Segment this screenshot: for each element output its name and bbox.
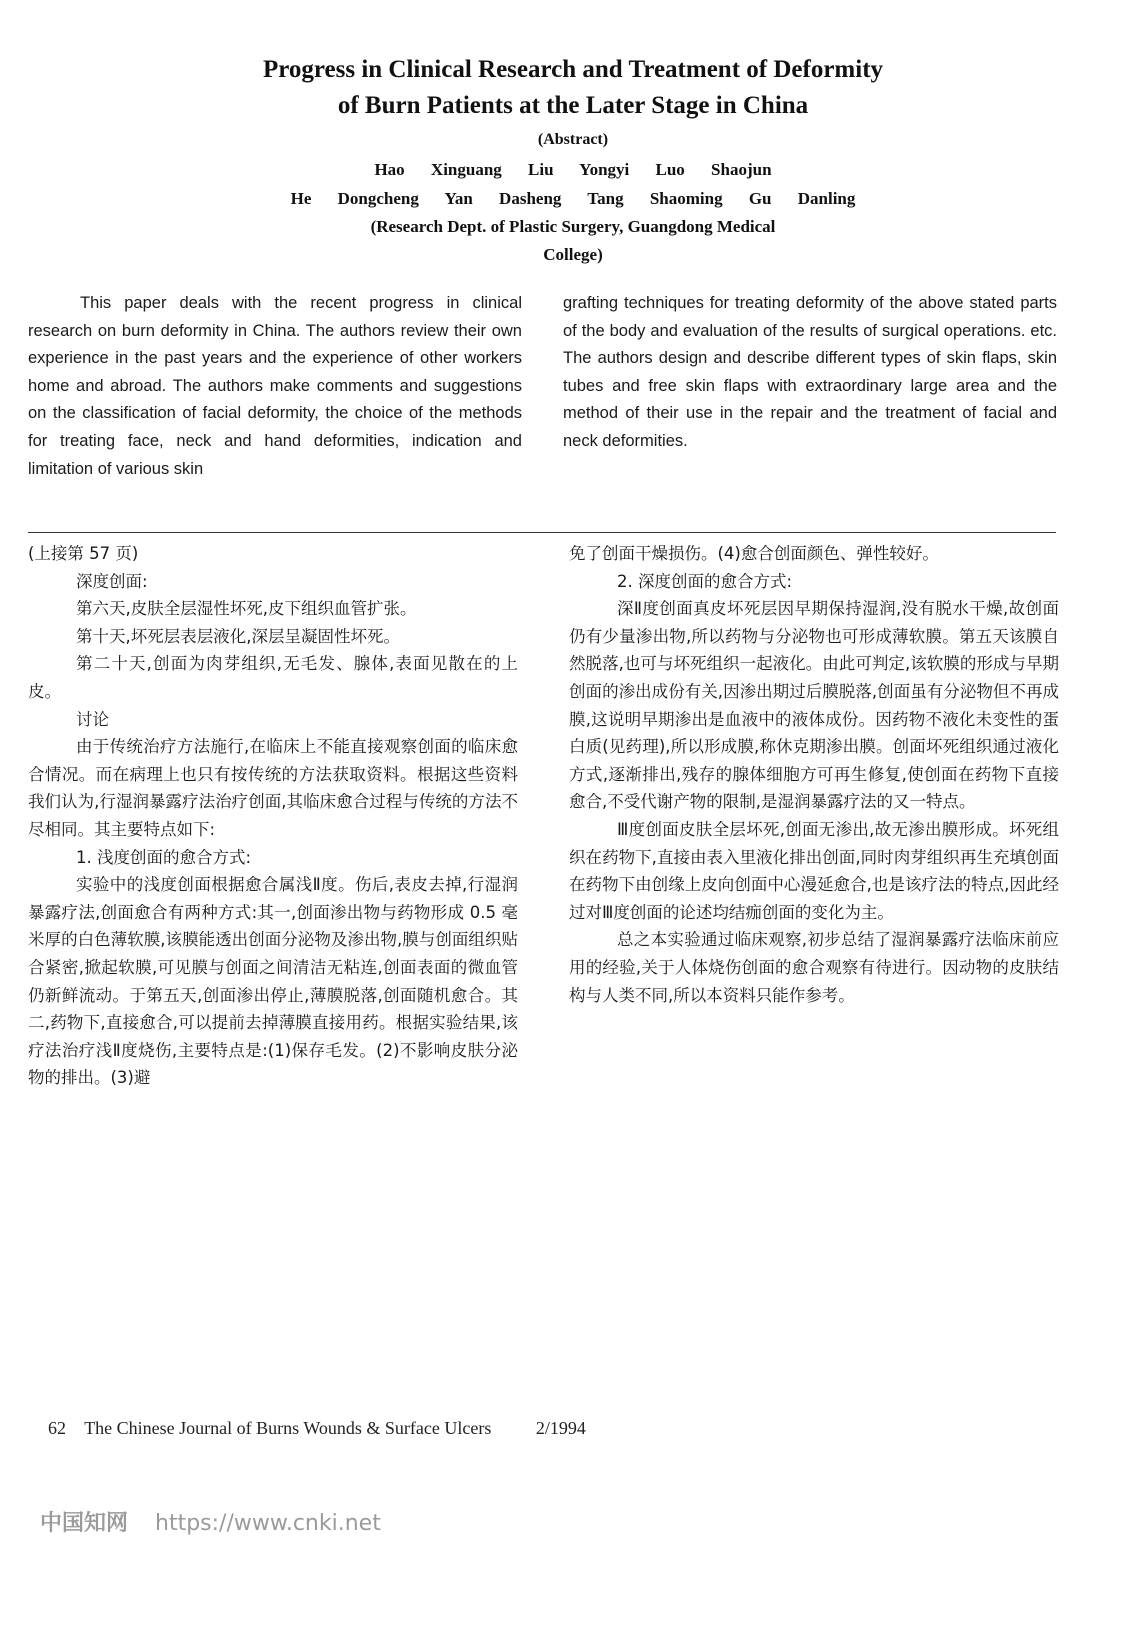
abstract-label: (Abstract) <box>537 131 609 148</box>
section-divider <box>28 532 1056 533</box>
journal-name: The Chinese Journal of Burns Wounds & Surface Ulcers <box>84 1418 492 1438</box>
abstract-column-right: grafting techniques for treating deformity of the above stated parts of the body and evaluation of the results of surgical operations. etc. The authors design and describe different types of skin flaps, skin tubes and free skin flaps with extraordinary large area and the method of their use in the repair and the treatment of facial and neck deformities. <box>563 294 1057 450</box>
paragraph: 第二十天,创面为肉芽组织,无毛发、腺体,表面见散在的上皮。 <box>28 654 518 701</box>
paragraph: 深Ⅱ度创面真皮坏死层因早期保持湿润,没有脱水干燥,故创面仍有少量渗出物,所以药物与分泌物也可形成薄软膜。第五天该膜自然脱落,也可与坏死组织一起液化。由此可判定,该软膜的形成与早期创面的渗出成份有关,因渗出期过后膜脱落,创面虽有分泌物但不再成膜,这说明早期渗出是血液中的液体成份。因药物不液化未变性的蛋白质(见药理),所以形成膜,称休克期渗出膜。创面坏死组织通过液化方式,逐渐排出,残存的腺体细胞方可再生修复,使创面在药物下直接愈合,不受代谢产物的限制,是湿润暴露疗法的又一特点。 <box>569 599 1059 812</box>
section-heading-discussion: 讨论 <box>76 709 109 729</box>
paragraph: 第六天,皮肤全层湿性坏死,皮下组织血管扩张。 <box>76 599 417 619</box>
issue-number: 2/1994 <box>535 1418 586 1438</box>
page-number: 62 <box>48 1418 66 1438</box>
paragraph: 深度创面: <box>76 571 148 591</box>
subheading: 1. 浅度创面的愈合方式: <box>76 847 252 867</box>
article-title-line-1: Progress in Clinical Research and Treatment of Deformity <box>262 56 884 83</box>
paragraph: 实验中的浅度创面根据愈合属浅Ⅱ度。伤后,表皮去掉,行湿润暴露疗法,创面愈合有两种方式:其一,创面渗出物与药物形成 0.5 毫米厚的白色薄软膜,该膜能透出创面分泌物及渗出物,膜与创面组织贴合紧密,掀起软膜,可见膜与创面之间清洁无粘连,创面表面的微血管仍新鲜流动。于第五天,创面渗出停止,薄膜脱落,创面随机愈合。其二,药物下,直接愈合,可以提前去掉薄膜直接用药。根据实验结果,该疗法治疗浅Ⅱ度烧伤,主要特点是:(1)保存毛发。(2)不影响皮肤分泌物的排出。(3)避 <box>28 875 518 1088</box>
abstract-column-left: This paper deals with the recent progress in clinical research on burn deformity in China. The authors review their own experience in the past years and the experience of other workers home and abroad. The authors make comments and suggestions on the classification of facial deformity, the choice of the methods for treating face, neck and hand deformities, indication and limitation of various skin <box>28 294 522 478</box>
subheading: 2. 深度创面的愈合方式: <box>617 571 793 591</box>
page-footer <box>48 1418 586 1439</box>
affiliation-line-2: College) <box>543 245 603 264</box>
paragraph: 免了创面干燥损伤。(4)愈合创面颜色、弹性较好。 <box>569 544 939 563</box>
continued-from-note: (上接第 57 页) <box>28 544 139 563</box>
paragraph: Ⅲ度创面皮肤全层坏死,创面无渗出,故无渗出膜形成。坏死组织在药物下,直接由表入里液化排出创面,同时肉芽组织再生充填创面在药物下由创缘上皮向创面中心漫延愈合,也是该疗法的特点,因此经过对Ⅲ度创面的论述均结痂创面的变化为主。 <box>569 819 1059 922</box>
paragraph: 由于传统治疗方法施行,在临床上不能直接观察创面的临床愈合情况。而在病理上也只有按传统的方法获取资料。根据这些资料我们认为,行湿润暴露疗法治疗创面,其临床愈合过程与传统的方法不尽相同。其主要特点如下: <box>28 737 518 839</box>
paragraph: 总之本实验通过临床观察,初步总结了湿润暴露疗法临床前应用的经验,关于人体烧伤创面的愈合观察有待进行。因动物的皮肤结构与人类不同,所以本资料只能作参考。 <box>569 930 1059 1005</box>
watermark-url[interactable]: https://www.cnki.net <box>155 1511 381 1536</box>
authors-line-2: He Dongcheng Yan Dasheng Tang Shaoming Gu Danling <box>290 189 856 208</box>
authors-line-1: Hao Xinguang Liu Yongyi Luo Shaojun <box>374 160 772 179</box>
article-title-line-2: of Burn Patients at the Later Stage in China <box>337 92 809 119</box>
continued-text-column-left <box>28 540 518 1092</box>
cnki-watermark <box>40 1506 381 1537</box>
continued-text-column-right <box>569 540 1059 1009</box>
watermark-brand: 中国知网 <box>40 1511 129 1536</box>
paragraph: 第十天,坏死层表层液化,深层呈凝固性坏死。 <box>76 626 400 646</box>
affiliation-line-1: (Research Dept. of Plastic Surgery, Guangdong Medical <box>370 217 776 236</box>
